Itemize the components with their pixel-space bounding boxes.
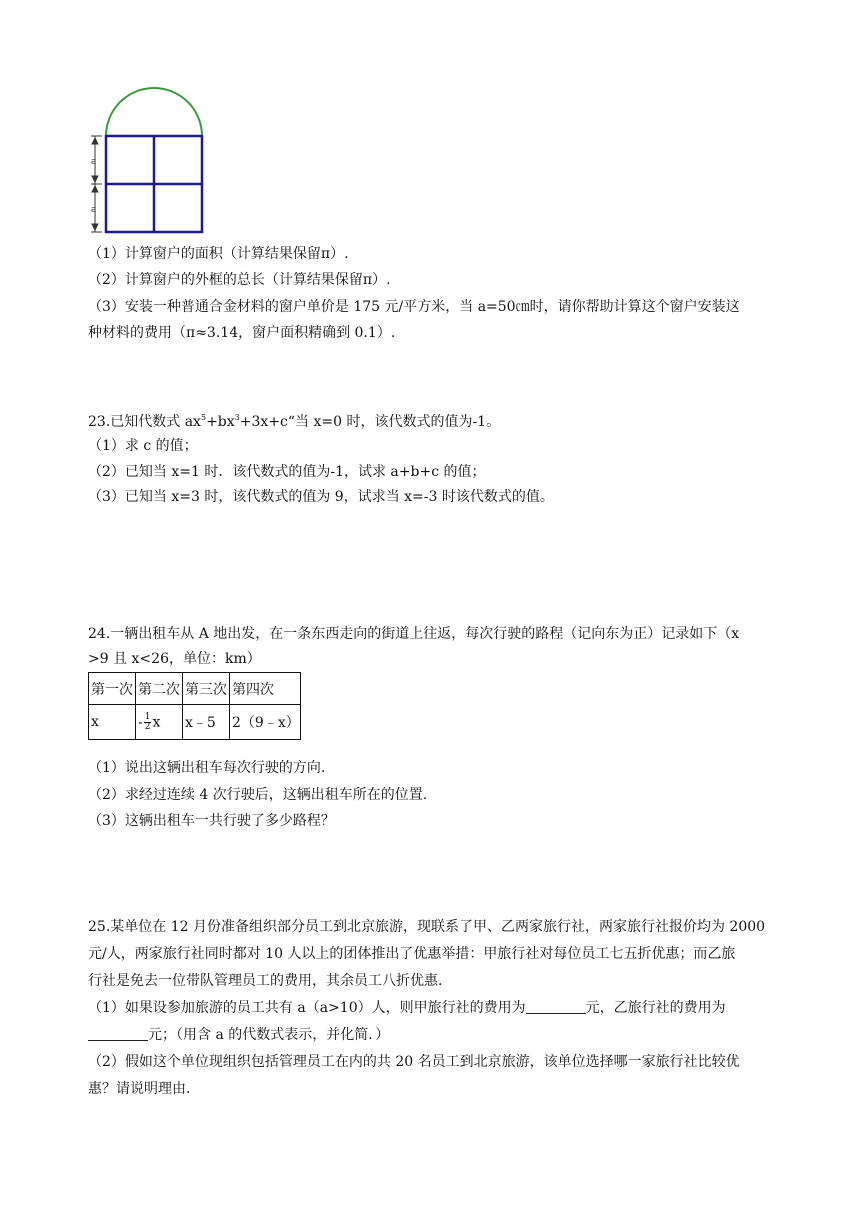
cell-first: x	[89, 705, 136, 740]
q25-part-1	[88, 998, 726, 1018]
q25-stem-1: 25.某单位在 12 月份准备组织部分员工到北京旅游，现联系了甲、乙两家旅行社，两家旅行社报价均为 2000	[88, 919, 766, 935]
dimension-markers	[91, 136, 102, 232]
header-cell: 第一次	[89, 673, 136, 705]
q25-part-1-text-b: 元，乙旅行社的费用为	[585, 1000, 726, 1016]
q24-distance-table	[88, 672, 301, 740]
header-cell: 第三次	[183, 673, 230, 705]
fraction-variable: x	[152, 714, 161, 730]
table-header-row	[89, 673, 301, 705]
answer-blank-jia	[526, 999, 586, 1014]
fraction-numerator: 1	[144, 711, 151, 722]
cell-fourth: 2（9﹣x）	[230, 705, 301, 740]
fraction-sign: -	[138, 714, 143, 730]
q23-stem-b: +bx	[206, 414, 235, 430]
q23-exp-5: 5	[200, 413, 207, 422]
semicircle-arc	[106, 88, 202, 136]
header-cell: 第四次	[230, 673, 301, 705]
q25-stem-2: 元/人，两家旅行社同时都对 10 人以上的团体推出了优惠举措：甲旅行社对每位员工七五折优惠；而乙旅	[88, 946, 736, 962]
q24-part-3: （3）这辆出租车一共行驶了多少路程？	[88, 813, 335, 829]
q25-part-2-cont: 惠？请说明理由.	[88, 1081, 191, 1097]
q22-part-1: （1）计算窗户的面积（计算结果保留π）.	[88, 246, 349, 262]
window-figure	[86, 84, 216, 234]
q25-part-1-text-c: 元；（用含 a 的代数式表示，并化简．）	[148, 1027, 390, 1043]
q23-part-1: （1）求 c 的值；	[88, 438, 198, 454]
q23-stem-c: +3x+c“当 x=0 时，该代数式的值为-1。	[239, 414, 501, 430]
header-cell: 第二次	[136, 673, 183, 705]
cell-third: x﹣5	[183, 705, 230, 740]
dimension-label-a-top: a	[91, 157, 97, 167]
q24-stem-2: >9 且 x<26，单位：km）	[88, 651, 261, 667]
q25-part-1-cont	[88, 1025, 389, 1045]
q23-exp-3: 3	[234, 413, 240, 422]
q23-stem-a: 23.已知代数式 ax	[88, 414, 201, 430]
fraction-denominator: 2	[144, 721, 151, 732]
cell-second	[136, 705, 183, 740]
q24-part-2: （2）求经过连续 4 次行驶后，这辆出租车所在的位置.	[88, 787, 428, 803]
q23-part-3: （3）已知当 x=3 时，该代数式的值为 9，试求当 x=-3 时该代数式的值。	[88, 489, 554, 505]
q22-part-3: （3）安装一种普通合金材料的窗户单价是 175 元/平方米，当 a=50㎝时，请你帮助计算这个窗户安装这	[88, 299, 740, 315]
q25-part-1-text-a: （1）如果设参加旅游的员工共有 a（a>10）人，则甲旅行社的费用为	[88, 1000, 526, 1016]
fraction-half	[144, 713, 152, 732]
q25-stem-3: 行社是免去一位带队管理员工的费用，其余员工八折优惠.	[88, 973, 443, 989]
q23-stem	[88, 408, 500, 432]
q25-part-2: （2）假如这个单位现组织包括管理员工在内的共 20 名员工到北京旅游，该单位选择哪一家旅行社比较优	[88, 1054, 740, 1070]
q22-part-2: （2）计算窗户的外框的总长（计算结果保留π）.	[88, 272, 391, 288]
dimension-label-a-bottom: a	[91, 205, 97, 215]
q24-stem-1: 24.一辆出租车从 A 地出发，在一条东西走向的街道上往返，每次行驶的路程（记向东为正）记录如下（x	[88, 626, 740, 642]
table-row	[89, 705, 301, 740]
q22-part-3-cont: 种材料的费用（π≈3.14，窗户面积精确到 0.1）.	[88, 325, 396, 341]
q23-part-2: （2）已知当 x=1 时．该代数式的值为-1，试求 a+b+c 的值；	[88, 464, 486, 480]
answer-blank-yi	[88, 1026, 148, 1041]
q24-part-1: （1）说出这辆出租车每次行驶的方向.	[88, 760, 326, 776]
